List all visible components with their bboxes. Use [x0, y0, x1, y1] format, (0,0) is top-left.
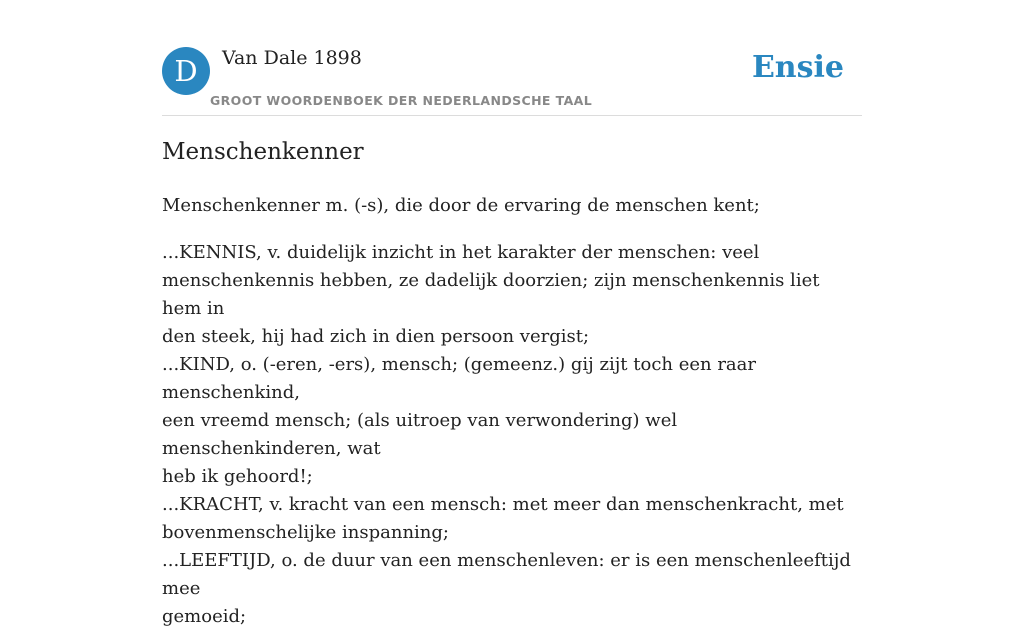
site-header	[162, 44, 862, 116]
entry-content	[162, 192, 862, 631]
body-line: ...KENNIS, v. duidelijk inzicht in het karakter der menschen: veel	[162, 242, 760, 263]
body-line: heb ik gehoord!;	[162, 466, 313, 487]
dictionary-title[interactable]: Van Dale 1898	[222, 47, 362, 69]
body-line: ...KRACHT, v. kracht van een mensch: met meer dan menschenkracht, met	[162, 494, 844, 515]
body-line: den steek, hij had zich in dien persoon vergist;	[162, 326, 590, 347]
dictionary-logo[interactable]: D	[162, 47, 210, 95]
body-line: ...LEEFTIJD, o. de duur van een menschenleven: er is een menschenleeftijd mee	[162, 550, 851, 599]
body-line: bovenmenschelijke inspanning;	[162, 522, 449, 543]
dictionary-subtitle: GROOT WOORDENBOEK DER NEDERLANDSCHE TAAL	[210, 93, 593, 108]
entry-title: Menschenkenner	[162, 139, 364, 165]
body-line: menschenkennis hebben, ze dadelijk doorzien; zijn menschenkennis liet hem in	[162, 270, 820, 319]
entry-body	[162, 239, 862, 631]
body-line: een vreemd mensch; (als uitroep van verwondering) wel menschenkinderen, wat	[162, 410, 678, 459]
entry-definition: Menschenkenner m. (-s), die door de ervaring de menschen kent;	[162, 195, 760, 216]
body-line: gemoeid;	[162, 606, 247, 627]
body-line: ...KIND, o. (-eren, -ers), mensch; (gemeenz.) gij zijt toch een raar menschenkind,	[162, 354, 756, 403]
ensie-brand-logo[interactable]: Ensie	[751, 50, 844, 85]
